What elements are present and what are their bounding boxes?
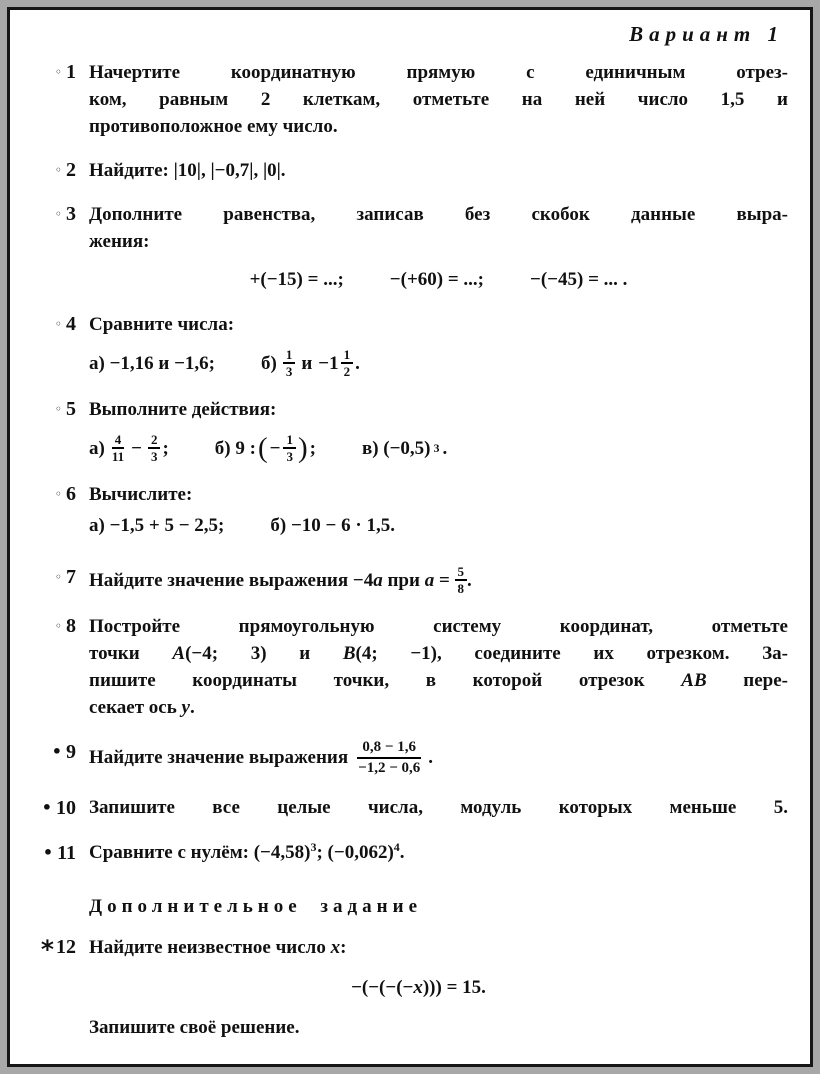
problem-number: 8 [66, 615, 76, 637]
problem-number: 11 [57, 842, 76, 864]
item-label: б) [261, 352, 277, 374]
problem-8-label [28, 613, 76, 721]
bullet-marker-icon: • [42, 843, 54, 862]
variable: a [424, 569, 435, 591]
axis-label: y [181, 697, 190, 718]
problem-1-label [28, 59, 76, 140]
item-c: в) (−0,5) 3 . [361, 437, 448, 459]
problem-4 [28, 311, 788, 379]
problem-12-body [89, 934, 788, 1041]
fraction: $\frac{1}{2}$ [341, 347, 354, 379]
problem-11-body [89, 839, 788, 867]
problem-5 [28, 396, 788, 464]
problem-number: 3 [66, 203, 76, 225]
problem-12-label [28, 934, 76, 1041]
equation: −(−45) = ... . [530, 269, 628, 290]
problem-2-body [89, 157, 788, 184]
problem-12-equation: −(−(−(−x))) = 15. [351, 977, 486, 998]
problem-number: 5 [66, 398, 76, 420]
problem-3-body [89, 201, 788, 294]
problem-number: 4 [66, 313, 76, 335]
problem-3-equations [89, 266, 788, 293]
fraction: $\frac{2}{3}$ [148, 432, 161, 464]
problem-10-label [28, 794, 76, 822]
problem-9 [28, 738, 788, 777]
problem-5-body [89, 396, 788, 464]
circle-marker-icon: ◦ [54, 65, 62, 79]
problem-number: 9 [66, 741, 76, 763]
problem-text-line: Сравните с нулём: $(-4,58)^3$; $(-0,062)^4$. [89, 840, 405, 863]
problem-text-line: Найдите значение выражения −4 a при a = $\frac{5}{8}$ . [89, 564, 472, 596]
problem-text-line: Найдите: |10|, |−0,7|, |0|. [89, 160, 286, 181]
extra-section-title: Дополнительное задание [89, 896, 423, 917]
problem-3 [28, 201, 788, 294]
variable: x [413, 977, 423, 998]
extra-title-wrap [89, 893, 788, 920]
variable: a [373, 569, 383, 591]
problem-number: 10 [56, 797, 76, 819]
problem-7 [28, 564, 788, 596]
problem-9-body [89, 738, 788, 777]
asterisk-marker-icon: * [40, 935, 54, 964]
problem-10-body [89, 794, 788, 822]
problem-text-line: Запишите все целые числа, модуль которых меньше 5. [89, 797, 788, 818]
problem-7-body [89, 564, 788, 596]
problem-5-label [28, 396, 76, 464]
equation: −(+60) = ...; [389, 269, 485, 290]
item-b: б) $\frac{1}{3}$ и −1 $\frac{1}{2}$ . [261, 347, 360, 379]
problem-text-line: пишите координаты точки, в которой отрезок AB пере- [89, 670, 788, 691]
problem-text-line: секает ось y. [89, 697, 195, 718]
variable: x [330, 937, 341, 958]
problem-text-line: ком, равным 2 клеткам, отметьте на ней число 1,5 и [89, 89, 788, 110]
problem-text-line: точки A(−4; 3) и B(4; −1), соедините их отрезком. За- [89, 643, 788, 664]
item-a: а) −1,16 и −1,6; [89, 352, 216, 374]
problem-number: 2 [66, 159, 76, 181]
circle-marker-icon: ◦ [54, 487, 62, 501]
problem-2-label [28, 157, 76, 184]
circle-marker-icon: ◦ [54, 619, 62, 633]
problem-8 [28, 613, 788, 721]
circle-marker-icon: ◦ [54, 163, 62, 177]
exponent: 3 [310, 840, 317, 854]
point-label: B [342, 643, 356, 664]
problem-12 [28, 934, 788, 1041]
problem-4-items [89, 347, 788, 379]
circle-marker-icon: ◦ [54, 570, 62, 584]
problem-1 [28, 59, 788, 140]
problem-text-line: Найдите значение выражения $\frac{0,8 - 1,6}{-1,2 - 0,6}$ . [89, 739, 434, 776]
problem-text-line: противоположное ему число. [89, 116, 338, 137]
problem-text-line: Постройте прямоугольную систему координат, отметьте [89, 616, 788, 637]
circle-marker-icon: ◦ [54, 402, 62, 416]
fraction: $\frac{1}{3}$ [283, 347, 296, 379]
problem-text-line: Сравните числа: [89, 314, 235, 335]
mixed-number: −1 $\frac{1}{2}$ [318, 347, 353, 379]
problem-number: 6 [66, 483, 76, 505]
extra-section [28, 893, 788, 920]
problem-2 [28, 157, 788, 184]
problem-3-label [28, 201, 76, 294]
problem-6 [28, 481, 788, 540]
item-a: а) −1,5 + 5 − 2,5; [89, 514, 225, 536]
item-label: а) [89, 437, 105, 459]
fraction: $\frac{5}{8}$ [455, 564, 468, 596]
exponent: 4 [393, 840, 400, 854]
problem-text-line: Запишите своё решение. [89, 1017, 300, 1038]
fraction: $\frac{0,8 - 1,6}{-1,2 - 0,6}$ [358, 739, 421, 776]
segment-label: AB [681, 670, 707, 691]
problem-6-items [89, 510, 788, 540]
item-a: а) $\frac{4}{11}$ − $\frac{2}{3}$ ; [89, 432, 169, 464]
circle-marker-icon: ◦ [54, 317, 62, 331]
item-b: б) 9 : ( − $\frac{1}{3}$ ) ; [214, 432, 316, 464]
problem-9-label [28, 738, 76, 777]
problem-number: 12 [56, 936, 76, 958]
problem-10 [28, 794, 788, 822]
problem-text-line: Начертите координатную прямую с единичным отрез- [89, 62, 788, 83]
problem-text-line: Дополните равенства, записав без скобок данные выра- [89, 204, 788, 225]
problem-8-body [89, 613, 788, 721]
worksheet-page [7, 7, 813, 1067]
extra-spacer [28, 893, 76, 920]
problem-text-line: Выполните действия: [89, 399, 277, 420]
variant-title: Вариант 1 [629, 22, 784, 46]
equation: +(−15) = ...; [249, 269, 344, 290]
problem-11-label [28, 839, 76, 867]
fraction: $\frac{1}{3}$ [283, 432, 296, 464]
problem-4-label [28, 311, 76, 379]
problem-1-body [89, 59, 788, 140]
problem-number: 7 [66, 566, 76, 588]
item-b: б) −10 − 6 · 1,5. [270, 514, 395, 536]
bullet-marker-icon: • [41, 798, 52, 817]
problem-6-label [28, 481, 76, 540]
problem-text-line: Найдите неизвестное число x: [89, 937, 347, 958]
problem-11 [28, 839, 788, 867]
problem-7-label [28, 564, 76, 596]
problem-number: 1 [66, 61, 76, 83]
fraction: $\frac{4}{11}$ [111, 432, 125, 464]
problem-text-line: Вычислите: [89, 484, 193, 505]
bullet-marker-icon: • [51, 742, 62, 761]
circle-marker-icon: ◦ [54, 207, 62, 221]
problem-6-body [89, 481, 788, 540]
problem-5-items [89, 432, 788, 464]
point-label: A [172, 643, 186, 664]
problem-4-body [89, 311, 788, 379]
problem-text-line: жения: [89, 231, 150, 252]
